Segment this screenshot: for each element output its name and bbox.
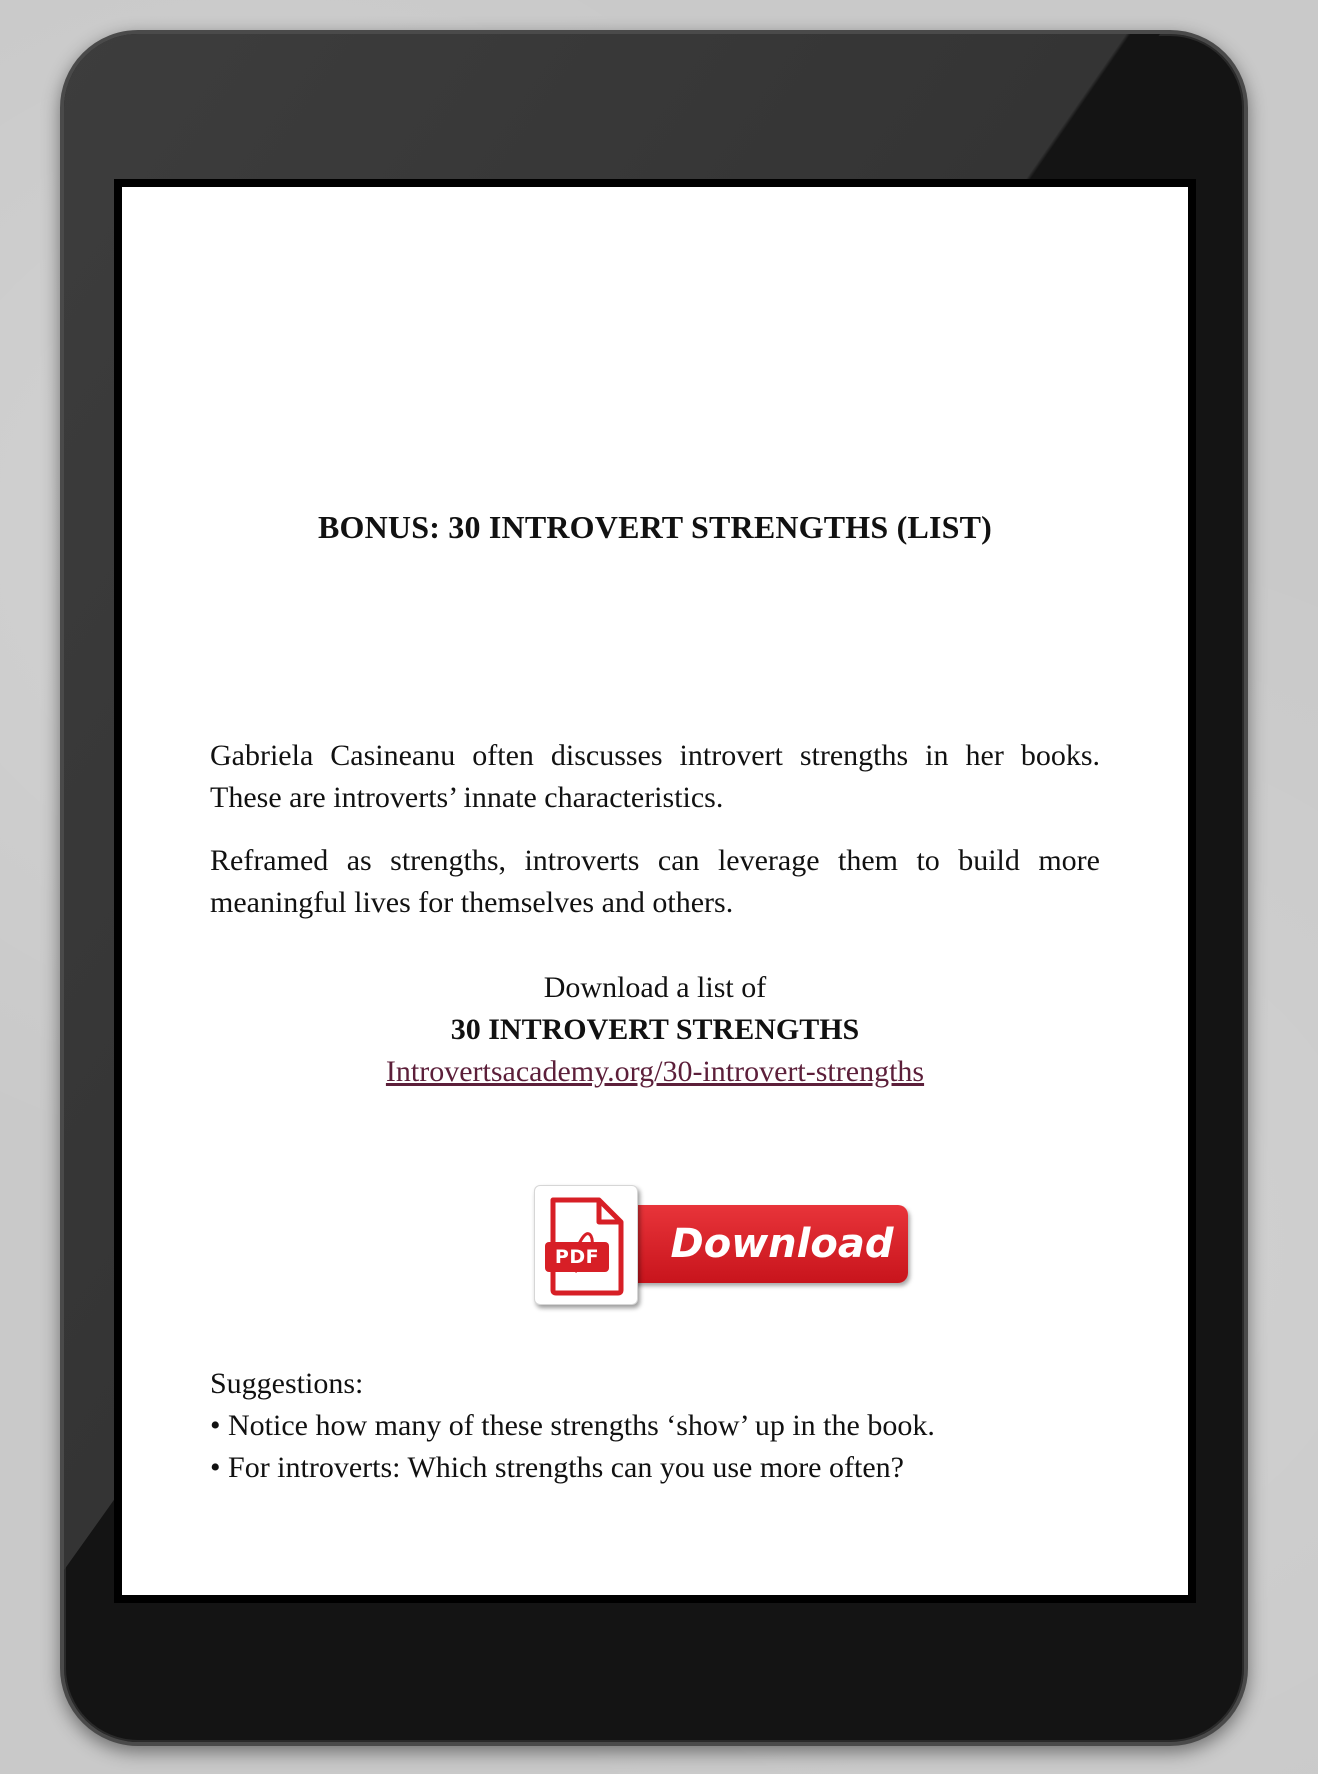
tablet-device — [60, 30, 1248, 1746]
download-button[interactable] — [534, 1185, 912, 1307]
intro-paragraph: Gabriela Casineanu often discusses introvert strengths in her books. These are introverts’ innate characteristics. — [210, 739, 1100, 814]
pdf-file-icon — [534, 1185, 638, 1305]
suggestion-item: • Notice how many of these strengths ‘show’ up in the book. — [210, 1409, 935, 1442]
download-link[interactable]: Introvertsacademy.org/30-introvert-strengths — [385, 1055, 925, 1088]
download-button-label: Download — [670, 1221, 894, 1267]
download-heading: 30 INTROVERT STRENGTHS — [450, 1013, 860, 1046]
download-intro: Download a list of — [543, 971, 767, 1004]
suggestion-item: • For introverts: Which strengths can you use more often? — [210, 1451, 904, 1484]
ebook-page — [122, 187, 1188, 1595]
download-info — [122, 967, 1188, 1093]
page-title: BONUS: 30 INTROVERT STRENGTHS (LIST) — [317, 509, 993, 545]
reframe-paragraph: Reframed as strengths, introverts can leverage them to build more meaningful lives for themselves and others. — [210, 844, 1100, 919]
suggestions-section — [210, 1363, 1110, 1489]
suggestions-heading: Suggestions: — [210, 1367, 364, 1400]
pdf-badge: PDF — [554, 1246, 600, 1268]
